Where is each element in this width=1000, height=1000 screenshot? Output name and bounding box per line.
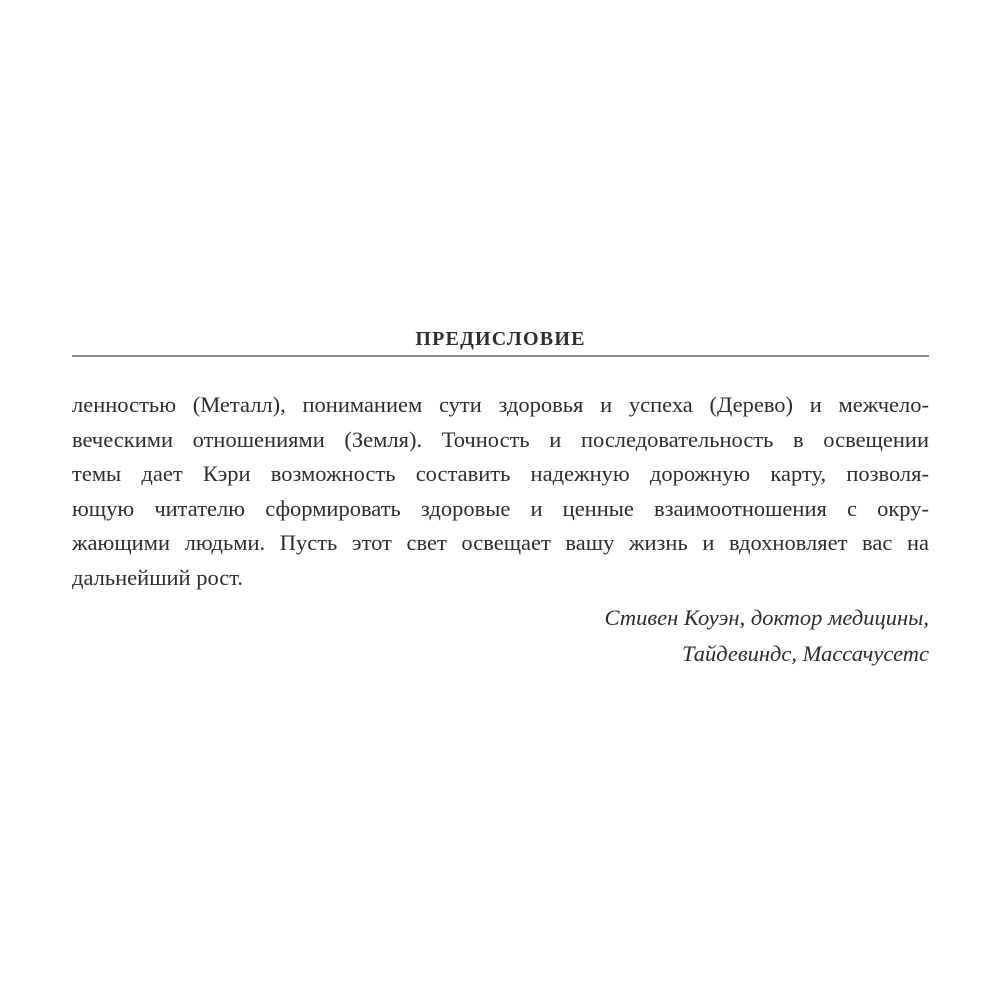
body-line: ющую читателю сформировать здоровые и ценные взаимоотношения с окру- — [72, 495, 929, 521]
body-line: веческими отношениями (Земля). Точность и последовательность в освещении — [72, 426, 929, 452]
body-line: дальнейший рост. — [72, 564, 244, 590]
body-paragraph — [72, 388, 929, 595]
signature-block — [605, 600, 929, 672]
body-line: ленностью (Металл), пониманием сути здоровья и успеха (Дерево) и межчело- — [72, 392, 929, 417]
running-head-title: ПРЕДИСЛОВИЕ — [415, 328, 586, 350]
body-line: темы дает Кэри возможность составить надежную дорожную карту, позволя- — [72, 461, 929, 486]
signature-name: Стивен Коуэн, доктор медицины, — [604, 605, 929, 630]
body-line: жающими людьми. Пусть этот свет освещает вашу жизнь и вдохновляет вас на — [72, 530, 929, 555]
header-rule — [72, 355, 929, 357]
signature-place: Тайдевиндс, Массачусетс — [682, 641, 929, 666]
